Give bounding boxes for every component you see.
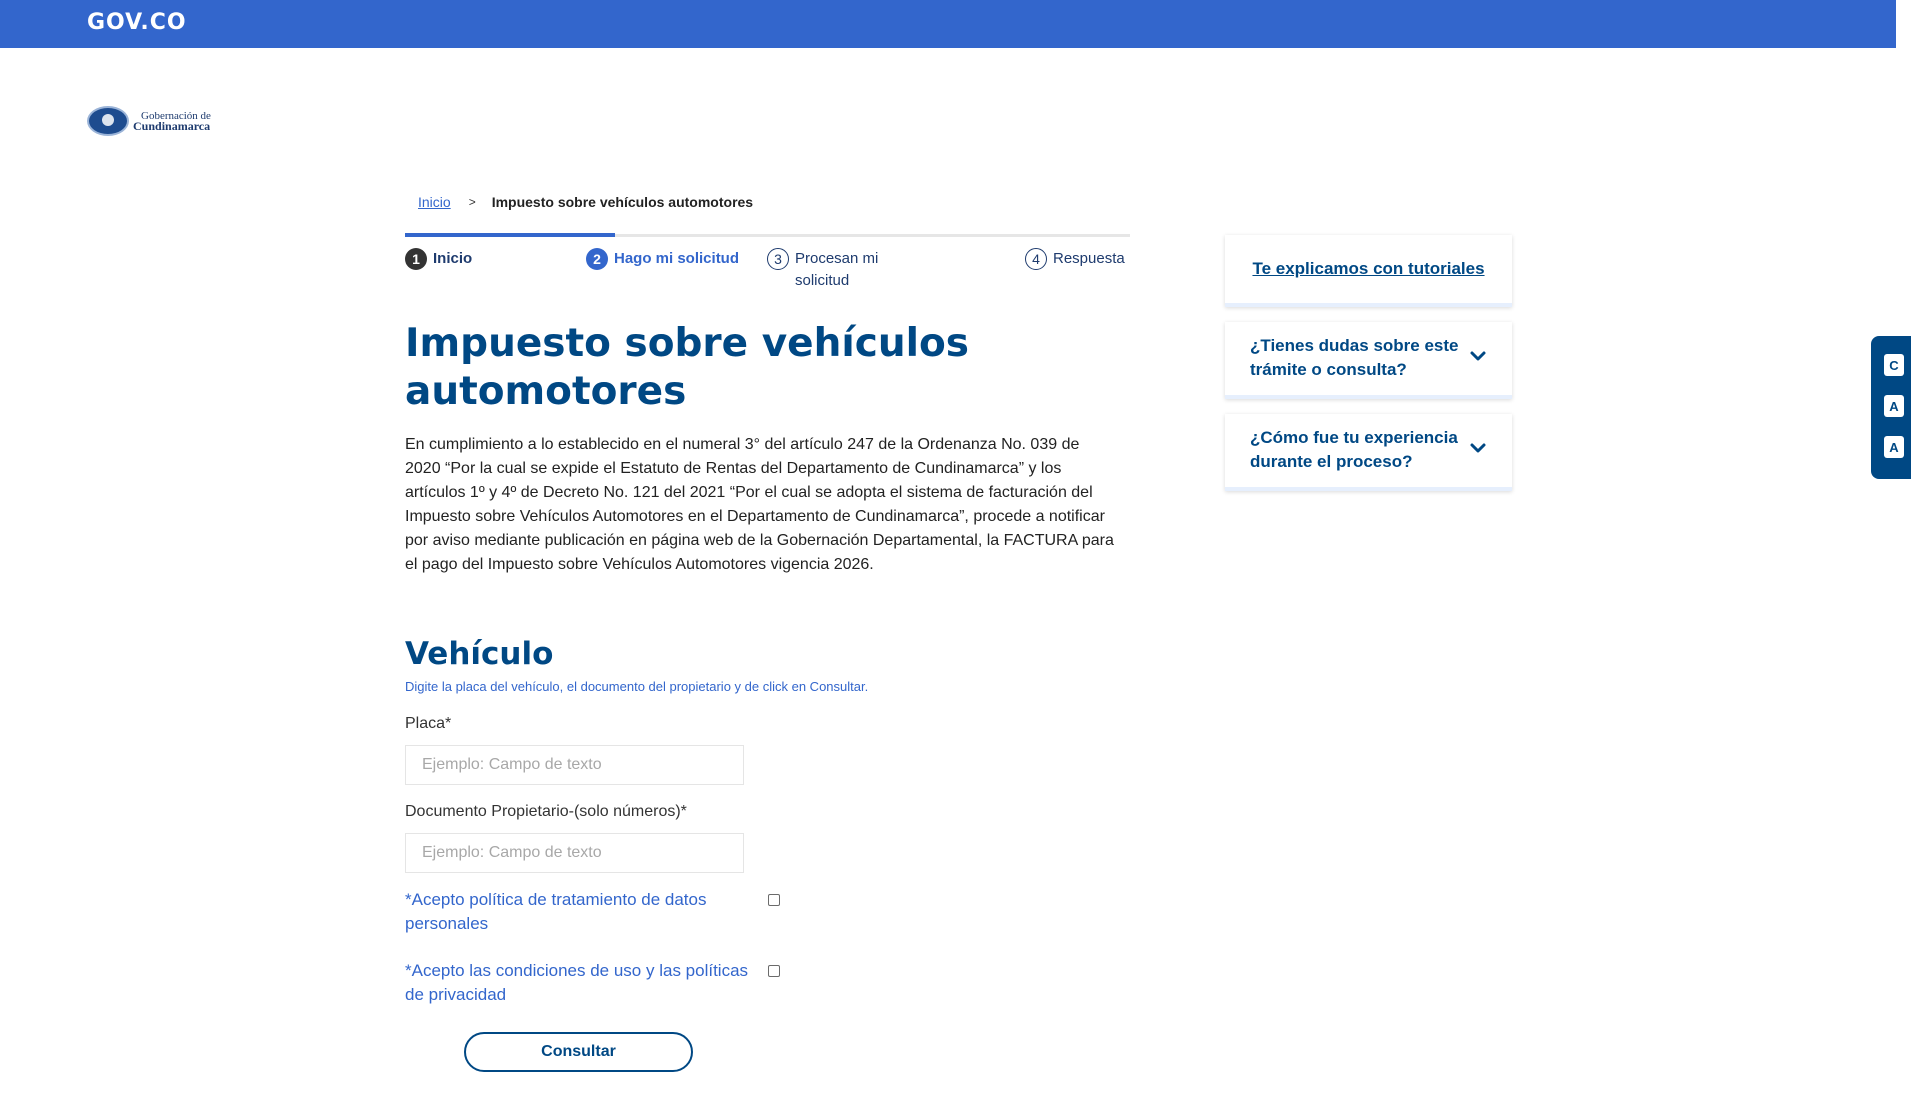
org-line1: Gobernación de bbox=[141, 110, 211, 122]
breadcrumb bbox=[418, 194, 753, 210]
step-3-number: 3 bbox=[767, 248, 789, 270]
step-hago-mi-solicitud bbox=[586, 248, 739, 270]
chevron-down-icon[interactable] bbox=[1470, 350, 1486, 362]
step-respuesta bbox=[1025, 248, 1125, 270]
govco-logo[interactable]: GOV.CO bbox=[87, 10, 187, 35]
intro-paragraph: En cumplimiento a lo establecido en el numeral 3° del artículo 247 de la Ordenanza No. 039 de 2020 “Por la cual se expide el Estatuto de Rentas del Departamento de Cundinamarca” y los artículos 1º y 4º de Decreto No. 121 del 2021 “Por el cual se adopta el sistema de facturación del Impuesto sobre Vehículos Automotores en el Departamento de Cundinamarca”, procede a notificar por aviso mediante publicación en página web de la Gobernación Departamental, la FACTURA para el pago del Impuesto sobre Vehículos Automotores vigencia 2026. bbox=[405, 436, 1114, 573]
tutorials-link[interactable]: Te explicamos con tutoriales bbox=[1252, 259, 1485, 278]
font-decrease-button[interactable]: A bbox=[1884, 436, 1904, 458]
tutorials-card bbox=[1225, 235, 1512, 307]
placa-input[interactable] bbox=[405, 745, 744, 785]
page-title: Impuesto sobre vehículos automotores bbox=[405, 321, 969, 414]
faq-accordion[interactable] bbox=[1225, 322, 1512, 399]
org-line2: Cundinamarca bbox=[133, 119, 211, 133]
feedback-accordion-label: ¿Cómo fue tu experiencia durante el proceso? bbox=[1250, 428, 1458, 471]
form-hint: Digite la placa del vehículo, el documento del propietario y de click en Consultar. bbox=[405, 679, 869, 694]
documento-input[interactable] bbox=[405, 833, 744, 873]
contrast-button[interactable]: C bbox=[1884, 354, 1904, 376]
breadcrumb-home-link[interactable]: Inicio bbox=[418, 194, 451, 210]
step-1-number: 1 bbox=[405, 248, 427, 270]
section-title: Vehículo bbox=[405, 636, 554, 672]
progress-fill bbox=[405, 233, 615, 237]
gobernacion-logo[interactable] bbox=[87, 106, 211, 136]
breadcrumb-separator: > bbox=[468, 195, 476, 209]
faq-accordion-label: ¿Tienes dudas sobre este trámite o consulta? bbox=[1250, 336, 1459, 379]
step-inicio bbox=[405, 248, 472, 270]
breadcrumb-current: Impuesto sobre vehículos automotores bbox=[491, 194, 754, 210]
step-4-label: Respuesta bbox=[1053, 250, 1125, 267]
accessibility-toolbar bbox=[1871, 336, 1911, 479]
step-4-number: 4 bbox=[1025, 248, 1047, 270]
font-increase-button[interactable]: A bbox=[1884, 395, 1904, 417]
gov-top-bar bbox=[0, 0, 1896, 48]
step-1-label: Inicio bbox=[433, 250, 473, 267]
step-procesan-mi-solicitud bbox=[767, 248, 905, 292]
consultar-button[interactable]: Consultar bbox=[464, 1032, 693, 1072]
placa-label: Placa* bbox=[405, 715, 452, 732]
step-2-number: 2 bbox=[586, 248, 608, 270]
privacy-policy-checkbox[interactable] bbox=[768, 894, 780, 906]
terms-of-use-link[interactable]: *Acepto las condiciones de uso y las políticas de privacidad bbox=[405, 961, 749, 1004]
privacy-policy-link[interactable]: *Acepto política de tratamiento de datos personales bbox=[405, 890, 707, 933]
step-2-label: Hago mi solicitud bbox=[614, 250, 740, 267]
terms-of-use-checkbox[interactable] bbox=[768, 965, 780, 977]
gobernacion-emblem-icon bbox=[87, 106, 129, 136]
step-3-label: Procesan mi solicitud bbox=[795, 250, 879, 289]
chevron-down-icon[interactable] bbox=[1470, 442, 1486, 454]
feedback-accordion[interactable] bbox=[1225, 414, 1512, 491]
documento-label: Documento Propietario-(solo números)* bbox=[405, 803, 687, 820]
